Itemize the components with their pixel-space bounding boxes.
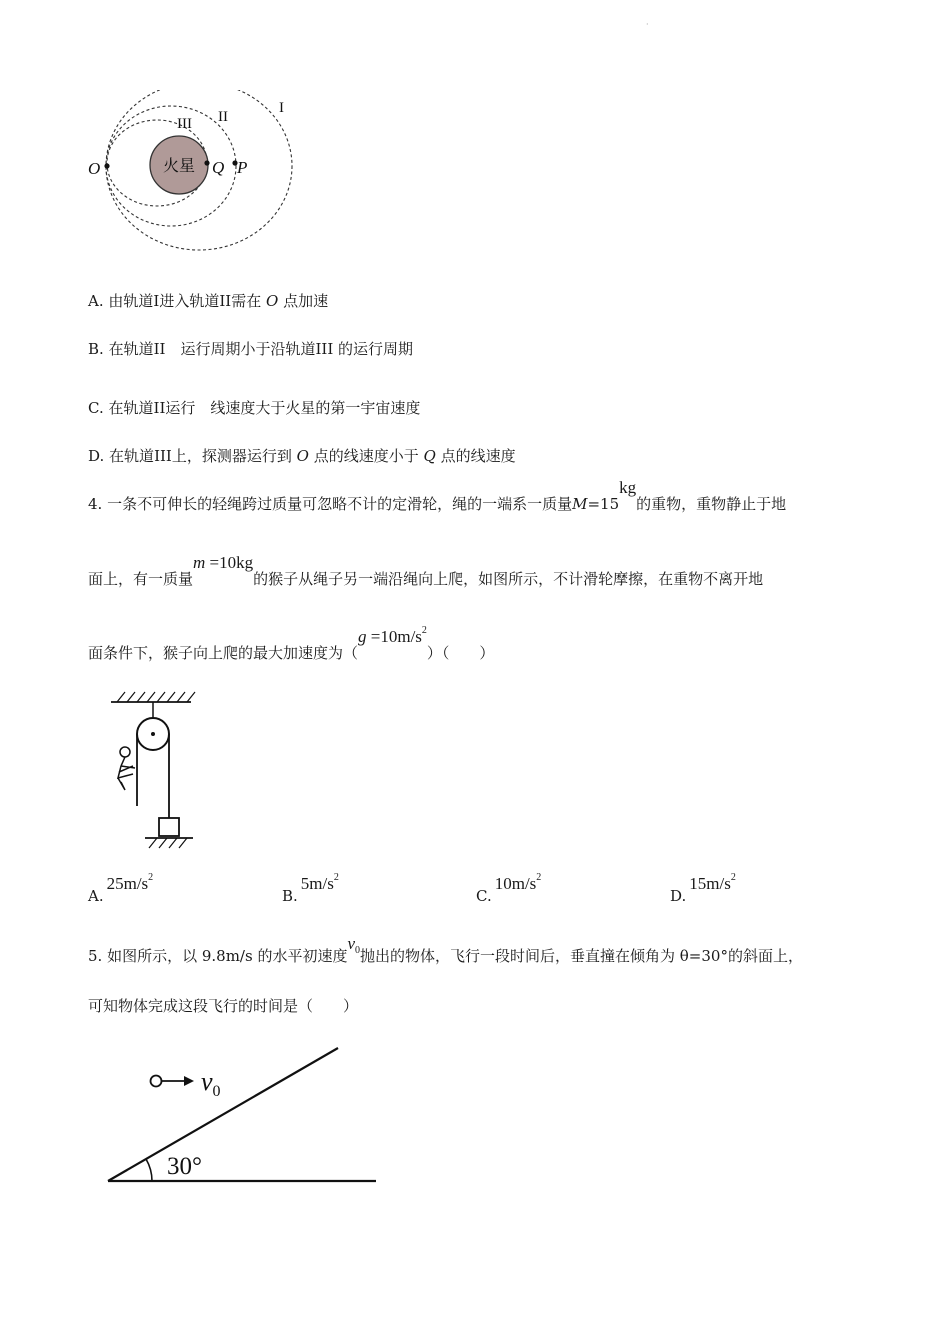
q4-line-1: 4. 一条不可伸长的轻绳跨过质量可忽略不计的定滑轮，绳的一端系一质量M=15kg的重物，重物静止于地: [88, 478, 787, 513]
q5-line-1: 5. 如图所示，以 9.8m/s 的水平初速度$v_0$抛出的物体，飞行一段时间后，垂直撞在倾角为 θ=30°的斜面上，: [88, 934, 803, 965]
velocity-label: $v_0$: [201, 1067, 221, 1100]
point-O-dot: [104, 163, 109, 168]
incline-figure: [100, 1040, 390, 1190]
point-Q-dot: [204, 160, 209, 165]
point-label-P: P: [237, 158, 248, 177]
page-mark: ·: [646, 20, 649, 29]
q3-option-d: D. 在轨道III上，探测器运行到 O 点的线速度小于 Q 点的线速度: [88, 447, 516, 465]
q4-line-3: 面条件下，猴子向上爬的最大加速度为$(g =10m/s^2)$（ ）: [88, 625, 495, 662]
q4-option-d: $D.15m/s^2$: [670, 872, 736, 905]
angle-arc: [146, 1159, 152, 1181]
angle-label: 30°: [167, 1153, 202, 1180]
q3-option-b: B. 在轨道II 运行周期小于沿轨道III 的运行周期: [88, 340, 414, 358]
monkey-icon: [118, 747, 135, 790]
orbit-label-III: III: [177, 116, 192, 132]
orbit-label-I: I: [279, 100, 284, 116]
weight-block: [159, 818, 179, 836]
q4-option-b: $B.5m/s^2$: [282, 872, 339, 905]
q3-option-c: C. 在轨道II运行 线速度大于火星的第一宇宙速度: [88, 399, 421, 417]
q3-option-a: A. 由轨道I进入轨道II需在 O 点加速: [88, 292, 329, 310]
pulley-figure: [105, 686, 205, 854]
q5-line-2: 可知物体完成这段飞行的时间是（ ）: [88, 997, 359, 1015]
incline-line: [108, 1048, 338, 1181]
mars-label: 火星: [162, 156, 196, 175]
orbit-label-II: II: [218, 109, 228, 125]
mars-orbit-figure: [80, 90, 310, 260]
ball-icon: [151, 1076, 162, 1087]
point-label-Q: Q: [212, 158, 225, 177]
velocity-arrow-icon: [184, 1076, 194, 1086]
q4-option-c: $C.10m/s^2$: [476, 872, 542, 905]
q4-option-a: $A.25m/s^2$: [88, 872, 154, 905]
q4-line-2: 面上，有一质量m =10kg的猴子从绳子另一端沿绳向上爬，如图所示，不计滑轮摩擦，在重物不离开地: [88, 553, 764, 588]
point-label-O: O: [88, 159, 101, 178]
